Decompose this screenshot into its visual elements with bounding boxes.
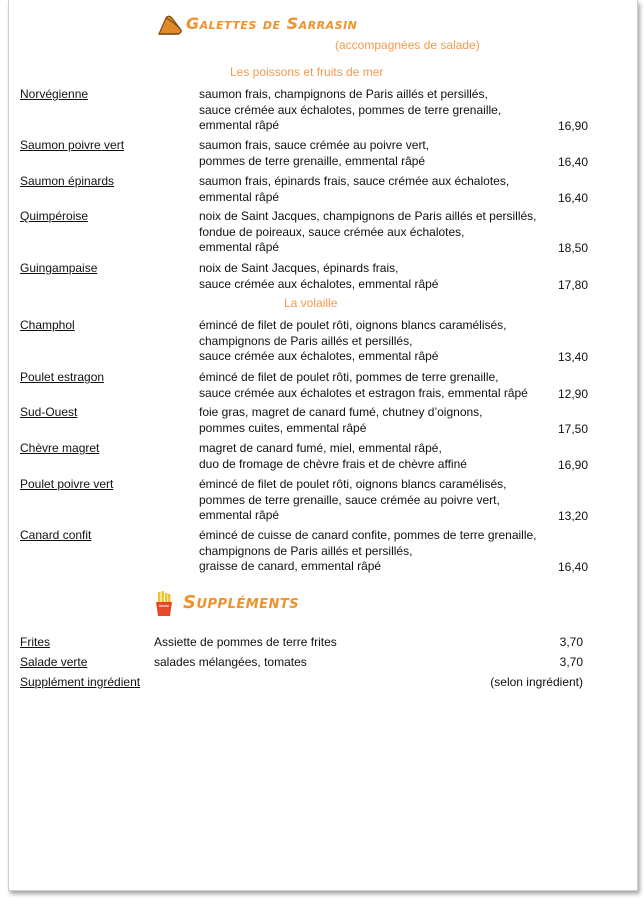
dish-price: 18,50: [558, 241, 589, 255]
description-line: duo de fromage de chèvre frais et de chèvre affiné: [199, 456, 467, 471]
dish-name: Canard confit: [20, 528, 92, 542]
dish-price: 16,40: [558, 190, 589, 205]
dish-name: Saumon épinards: [20, 174, 115, 188]
dish-name: Poulet estragon: [20, 370, 105, 384]
description-line: émincé de filet de poulet rôti, oignons blancs caramélisés,: [199, 477, 507, 491]
page-subtitle: (accompagnées de salade): [335, 38, 480, 52]
description-line: emmental râpé: [199, 189, 280, 204]
description-line: émincé de cuisse de canard confite, pommes de terre grenaille,: [199, 528, 537, 542]
dish-name: Norvégienne: [20, 87, 89, 101]
supplement-name: Supplément ingrédient: [20, 675, 141, 689]
description-line: emmental râpé: [199, 240, 280, 254]
page-title: Galettes de Sarrasin: [186, 14, 358, 33]
dish-price: 16,40: [558, 154, 589, 169]
dish-price: 13,20: [558, 509, 589, 523]
dish-name: Champhol: [20, 318, 75, 332]
supplement-price: 3,70: [559, 655, 583, 669]
dish-price: 16,40: [558, 560, 589, 574]
dish-description: [199, 138, 429, 169]
description-line: emmental râpé: [199, 118, 280, 132]
dish-price: 17,80: [558, 277, 589, 292]
dish-description: [199, 87, 501, 134]
description-line: noix de Saint Jacques, champignons de Paris aillés et persillés,: [199, 209, 537, 223]
supplement-description: salades mélangées, tomates: [154, 655, 307, 669]
supplement-name: Salade verte: [20, 655, 88, 669]
description-line: pommes cuites, emmental râpé: [199, 420, 367, 435]
description-line: pommes de terre grenaille, sauce crémée au poivre vert,: [199, 492, 500, 507]
description-line: saumon frais, sauce crémée au poivre vert,: [199, 138, 430, 152]
description-line: sauce crémée aux échalotes, emmental râpé: [199, 349, 439, 363]
dish-name: Chèvre magret: [20, 441, 100, 455]
description-line: foie gras, magret de canard fumé, chutney d’oignons,: [199, 405, 483, 419]
description-line: saumon frais, champignons de Paris aillés et persillés,: [199, 87, 488, 101]
description-line: graisse de canard, emmental râpé: [199, 559, 382, 573]
dish-description: [199, 477, 507, 524]
dish-description: [199, 261, 438, 292]
supplements-title: Suppléments: [183, 592, 300, 613]
description-line: champignons de Paris aillés et persillés,: [199, 543, 413, 558]
description-line: sauce crémée aux échalotes et estragon frais, emmental râpé: [199, 385, 528, 400]
fries-icon: [155, 591, 173, 617]
dish-name: Quimpéroise: [20, 209, 89, 223]
dish-description: [199, 318, 507, 365]
dish-description: [199, 405, 483, 436]
dish-description: [199, 441, 467, 472]
dish-price: 16,90: [558, 457, 589, 472]
dish-price: 12,90: [558, 386, 589, 401]
dish-description: [199, 370, 528, 401]
galette-icon: [156, 14, 184, 38]
description-line: sauce crémée aux échalotes, pommes de terre grenaille,: [199, 102, 502, 117]
dish-price: 13,40: [558, 350, 589, 364]
dish-name: Sud-Ouest: [20, 405, 78, 419]
description-line: noix de Saint Jacques, épinards frais,: [199, 261, 399, 275]
dish-name: Guingampaise: [20, 261, 98, 275]
section-heading-poultry: La volaille: [284, 296, 338, 310]
dish-price: 17,50: [558, 421, 589, 436]
dish-name: Poulet poivre vert: [20, 477, 114, 491]
dish-price: 16,90: [558, 119, 589, 133]
description-line: sauce crémée aux échalotes, emmental râpé: [199, 276, 439, 291]
description-line: emmental râpé: [199, 508, 280, 522]
dish-description: [199, 209, 537, 256]
section-heading-seafood: Les poissons et fruits de mer: [230, 65, 384, 79]
supplement-price: 3,70: [559, 635, 583, 649]
dish-description: [199, 528, 537, 575]
description-line: émincé de filet de poulet rôti, oignons blancs caramélisés,: [199, 318, 507, 332]
supplement-price: (selon ingrédient): [490, 675, 583, 689]
description-line: magret de canard fumé, miel, emmental râpé,: [199, 441, 442, 455]
description-line: émincé de filet de poulet rôti, pommes de terre grenaille,: [199, 370, 499, 384]
dish-description: [199, 174, 509, 205]
description-line: pommes de terre grenaille, emmental râpé: [199, 153, 426, 168]
supplement-description: Assiette de pommes de terre frites: [154, 635, 337, 649]
supplement-name: Frites: [20, 635, 50, 649]
description-line: fondue de poireaux, sauce crémée aux échalotes,: [199, 224, 465, 239]
description-line: saumon frais, épinards frais, sauce crémée aux échalotes,: [199, 174, 510, 188]
dish-name: Saumon poivre vert: [20, 138, 125, 152]
description-line: champignons de Paris aillés et persillés,: [199, 333, 413, 348]
